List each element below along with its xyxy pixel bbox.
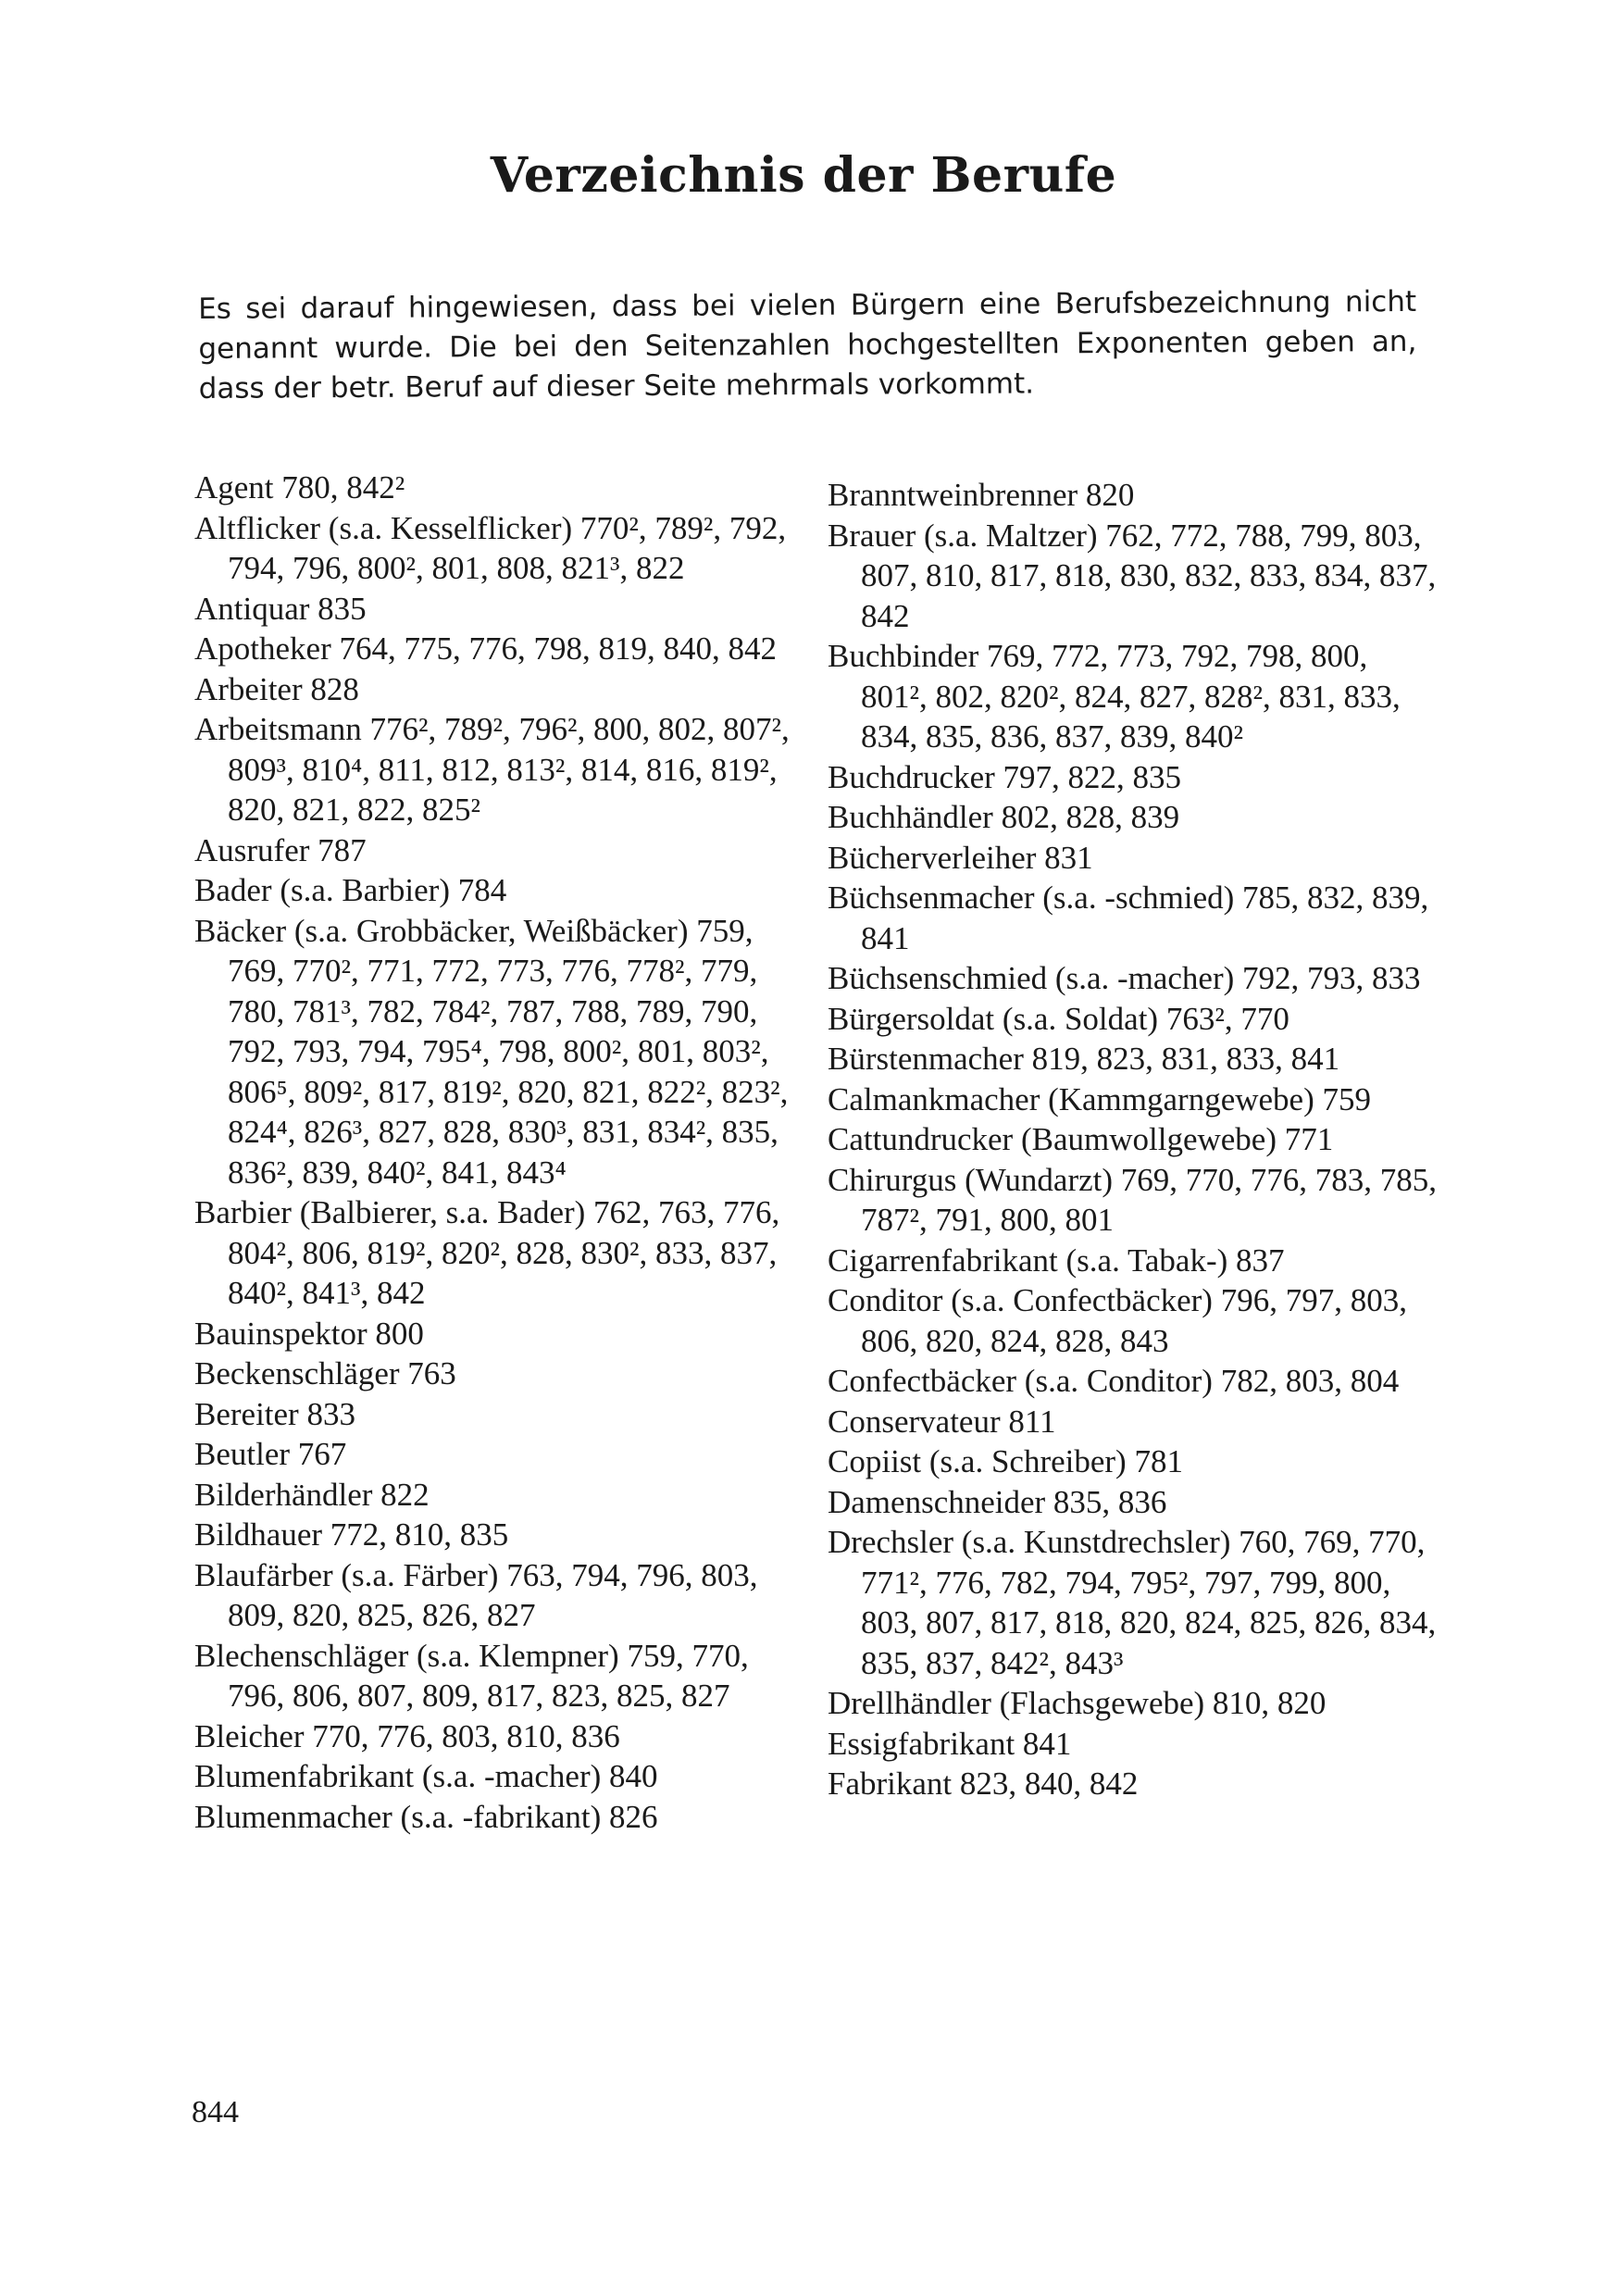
index-entry: Bäcker (s.a. Grobbäcker, Weißbäcker) 759, 769, 770², 771, 772, 773, 776, 778², 779, 780, 781³, 782, 784², 787, 788, 789, 790, 792, 793, 794, 795⁴, 798, 800², 801, 803², 806⁵, 809², 817, 819², 820, 821, 822², 823², 824⁴, 826³, 827, 828, 830³, 831, 834², 835, 836², 839, 840², 841, 843⁴ [194,912,789,1191]
index-entry: Bürgersoldat (s.a. Soldat) 763², 770 [828,1000,1289,1037]
index-entry: Bleicher 770, 776, 803, 810, 836 [194,1717,620,1754]
index-entry: Blechenschläger (s.a. Klempner) 759, 770, 796, 806, 807, 809, 817, 823, 825, 827 [194,1637,749,1714]
index-entry: Essigfabrikant 841 [828,1725,1072,1762]
index-entry: Cigarrenfabrikant (s.a. Tabak-) 837 [828,1242,1285,1279]
intro-paragraph: Es sei darauf hingewiesen, dass bei vielen Bürgern eine Berufsbezeichnung nicht genannt wurde. Die bei den Seitenzahlen hochgestellten Exponenten geben an, dass der betr. Beruf auf dieser Seite mehrmals vorkommt. [198,284,1417,406]
index-entry: Conditor (s.a. Confectbäcker) 796, 797, 803, 806, 820, 824, 828, 843 [828,1282,1407,1359]
index-column-right [828,475,1439,1804]
index-entry: Drechsler (s.a. Kunstdrechsler) 760, 769, 770, 771², 776, 782, 794, 795², 797, 799, 800, 803, 807, 817, 818, 820, 824, 825, 826, 834, 835, 837, 842², 843³ [828,1524,1437,1681]
index-entry: Büchsenschmied (s.a. -macher) 792, 793, 833 [828,960,1421,996]
index-entry: Ausrufer 787 [194,831,367,868]
index-entry: Fabrikant 823, 840, 842 [828,1766,1139,1802]
index-entry: Bürstenmacher 819, 823, 831, 833, 841 [828,1041,1340,1077]
index-entry: Altflicker (s.a. Kesselflicker) 770², 789², 792, 794, 796, 800², 801, 808, 821³, 822 [194,509,787,586]
index-entry: Cattundrucker (Baumwollgewebe) 771 [828,1121,1334,1157]
index-entry: Bader (s.a. Barbier) 784 [194,872,507,908]
index-entry: Bauinspektor 800 [194,1315,424,1352]
index-entry: Barbier (Balbierer, s.a. Bader) 762, 763, 776, 804², 806, 819², 820², 828, 830², 833, 837, 840², 841³, 842 [194,1194,780,1311]
index-entry: Agent 780, 842² [194,469,405,505]
page-title: Verzeichnis der Berufe [490,147,1117,204]
index-entry: Bilderhändler 822 [194,1476,430,1513]
index-entry: Bildhauer 772, 810, 835 [194,1516,509,1553]
index-entry: Buchhändler 802, 828, 839 [828,799,1180,835]
index-entry: Bereiter 833 [194,1395,355,1432]
index-entry: Buchdrucker 797, 822, 835 [828,758,1182,795]
index-entry: Bücherverleiher 831 [828,839,1093,876]
index-entry: Apotheker 764, 775, 776, 798, 819, 840, 842 [194,630,777,667]
index-entry: Arbeiter 828 [194,670,359,707]
index-column-left [194,468,805,1837]
index-entry: Blumenfabrikant (s.a. -macher) 840 [194,1758,658,1794]
index-entry: Chirurgus (Wundarzt) 769, 770, 776, 783, 785, 787², 791, 800, 801 [828,1161,1438,1238]
index-entry: Branntweinbrenner 820 [828,477,1135,513]
index-entry: Brauer (s.a. Maltzer) 762, 772, 788, 799, 803, 807, 810, 817, 818, 830, 832, 833, 834, 837, 842 [828,517,1437,634]
index-entry: Calmankmacher (Kammgarngewebe) 759 [828,1080,1371,1117]
index-entry: Buchbinder 769, 772, 773, 792, 798, 800, 801², 802, 820², 824, 827, 828², 831, 833, 834, 835, 836, 837, 839, 840² [828,638,1401,755]
index-entry: Drellhändler (Flachsgewebe) 810, 820 [828,1685,1327,1721]
index-entry: Büchsenmacher (s.a. -schmied) 785, 832, 839, 841 [828,880,1429,956]
index-entry: Beckenschläger 763 [194,1355,456,1391]
index-entry: Arbeitsmann 776², 789², 796², 800, 802, 807², 809³, 810⁴, 811, 812, 813², 814, 816, 819², 820, 821, 822, 825² [194,711,790,828]
index-entry: Conservateur 811 [828,1403,1056,1440]
index-entry: Confectbäcker (s.a. Conditor) 782, 803, 804 [828,1363,1400,1399]
index-entry: Damenschneider 835, 836 [828,1483,1167,1520]
index-entry: Beutler 767 [194,1436,347,1472]
index-entry: Blaufärber (s.a. Färber) 763, 794, 796, 803, 809, 820, 825, 826, 827 [194,1556,758,1633]
index-entry: Copiist (s.a. Schreiber) 781 [828,1443,1183,1479]
index-entry: Antiquar 835 [194,590,367,627]
page-number: 844 [192,2095,239,2129]
index-entry: Blumenmacher (s.a. -fabrikant) 826 [194,1798,658,1835]
